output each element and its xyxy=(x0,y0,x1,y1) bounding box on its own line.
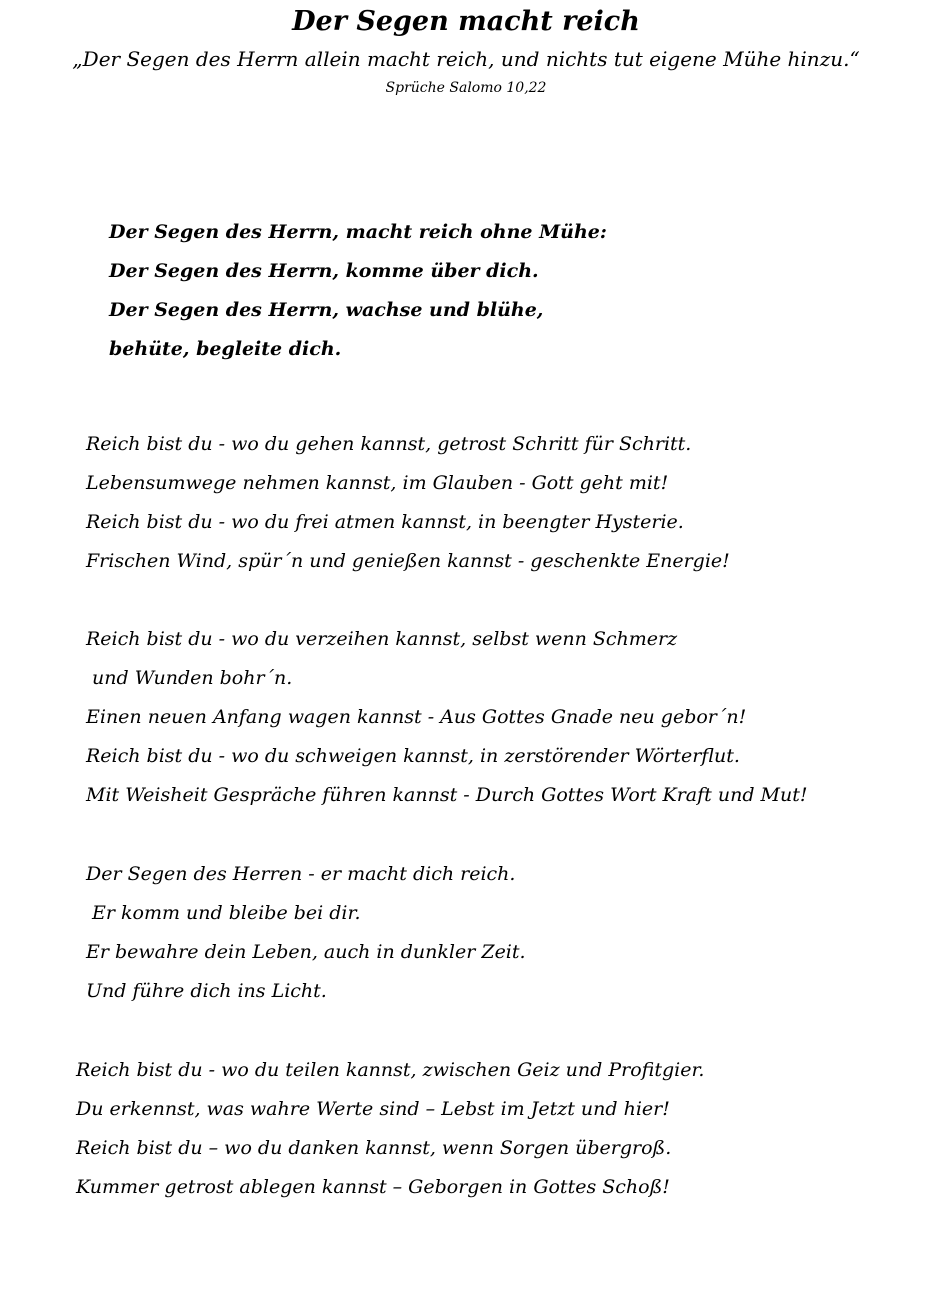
poem-stanza xyxy=(86,425,730,581)
epigraph-quote: „Der Segen des Herrn allein macht reich, und nichts tut eigene Mühe hinzu.“ xyxy=(72,47,860,71)
poem-line: Der Segen des Herren - er macht dich reich. xyxy=(86,863,516,885)
poem-line: Reich bist du - wo du schweigen kannst, in zerstörender Wörterflut. xyxy=(86,745,740,767)
poem-line: behüte, begleite dich. xyxy=(109,338,342,360)
epigraph-source: Sprüche Salomo 10,22 xyxy=(385,80,547,96)
poem-line: Reich bist du - wo du teilen kannst, zwischen Geiz und Profitgier. xyxy=(76,1059,705,1081)
poem-line: Reich bist du - wo du verzeihen kannst, selbst wenn Schmerz xyxy=(86,628,678,650)
poem-line: Du erkennst, was wahre Werte sind – Lebst im Jetzt und hier! xyxy=(76,1098,670,1120)
poem-line: Und führe dich ins Licht. xyxy=(86,980,327,1002)
poem-line: Frischen Wind, spür´n und genießen kannst - geschenkte Energie! xyxy=(86,550,730,572)
poem-line: Einen neuen Anfang wagen kannst - Aus Gottes Gnade neu gebor´n! xyxy=(86,706,747,728)
poem-line: Der Segen des Herrn, komme über dich. xyxy=(109,260,539,282)
poem-line: Mit Weisheit Gespräche führen kannst - Durch Gottes Wort Kraft und Mut! xyxy=(86,784,808,806)
poem-stanza xyxy=(76,1051,704,1207)
poem-stanza xyxy=(86,620,807,815)
poem-line: Er komm und bleibe bei dir. xyxy=(86,902,361,924)
poem-line: Reich bist du - wo du gehen kannst, getrost Schritt für Schritt. xyxy=(86,433,692,455)
poem-line: Der Segen des Herrn, macht reich ohne Mühe: xyxy=(109,221,607,243)
poem-line: Reich bist du – wo du danken kannst, wenn Sorgen übergroß. xyxy=(76,1137,672,1159)
poem-line: Der Segen des Herrn, wachse und blühe, xyxy=(109,299,544,321)
poem-stanza xyxy=(86,855,526,1011)
poem-line: Reich bist du - wo du frei atmen kannst, in beengter Hysterie. xyxy=(86,511,684,533)
poem-line: und Wunden bohr´n. xyxy=(86,667,293,689)
page-title: Der Segen macht reich xyxy=(292,6,640,37)
poem-line: Lebensumwege nehmen kannst, im Glauben - Gott geht mit! xyxy=(86,472,669,494)
poem-line: Kummer getrost ablegen kannst – Geborgen in Gottes Schoß! xyxy=(76,1176,670,1198)
poem-line: Er bewahre dein Leben, auch in dunkler Zeit. xyxy=(86,941,526,963)
refrain-stanza xyxy=(109,213,607,369)
